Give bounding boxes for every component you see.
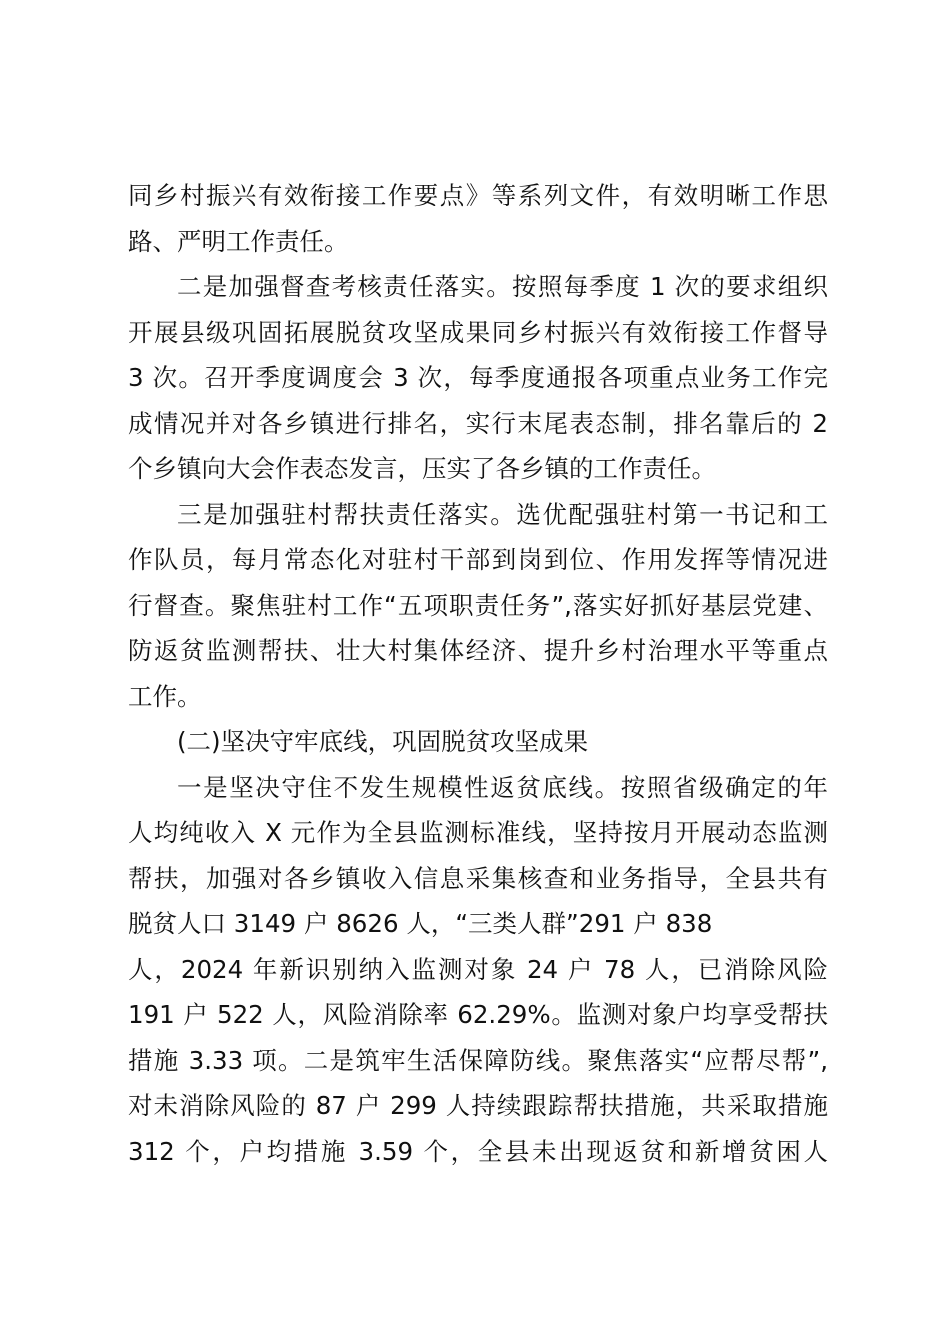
text-line: 191 户 522 人，风险消除率 62.29%。监测对象户均享受帮扶 [128, 1000, 828, 1029]
text-line: 行督查。聚焦驻村工作“五项职责任务”,落实好抓好基层党建、 [128, 590, 828, 620]
text-line: 防返贫监测帮扶、壮大村集体经济、提升乡村治理水平等重点 [128, 636, 828, 665]
text-line: 312 个，户均措施 3.59 个，全县未出现返贫和新增贫困人 [128, 1136, 828, 1166]
paragraph-first-line: 一是坚决守住不发生规模性返贫底线。按照省级确定的年 [177, 772, 828, 802]
section-heading: (二)坚决守牢底线，巩固脱贫攻坚成果 [177, 727, 589, 756]
text-line: 对未消除风险的 87 户 299 人持续跟踪帮扶措施，共采取措施 [128, 1091, 828, 1120]
text-line: 个乡镇向大会作表态发言，压实了各乡镇的工作责任。 [128, 454, 716, 483]
text-line: 3 次。召开季度调度会 3 次，每季度通报各项重点业务工作完 [128, 363, 828, 392]
text-line: 脱贫人口 3149 户 8626 人，“三类人群”291 户 838 [128, 909, 713, 938]
text-line: 帮扶，加强对各乡镇收入信息采集核查和业务指导，全县共有 [128, 863, 828, 893]
text-line: 同乡村振兴有效衔接工作要点》等系列文件，有效明晰工作思 [128, 181, 828, 210]
text-line: 人均纯收入 X 元作为全县监测标准线，坚持按月开展动态监测 [128, 818, 828, 847]
text-line: 人，2024 年新识别纳入监测对象 24 户 78 人，已消除风险 [128, 954, 828, 984]
text-line: 工作。 [128, 681, 202, 711]
paragraph-first-line: 二是加强督查考核责任落实。按照每季度 1 次的要求组织 [177, 272, 828, 301]
text-line: 开展县级巩固拓展脱贫攻坚成果同乡村振兴有效衔接工作督导 [128, 317, 828, 347]
text-line: 成情况并对各乡镇进行排名，实行末尾表态制，排名靠后的 2 [128, 408, 828, 438]
body-text [128, 173, 828, 1174]
paragraph-first-line: 三是加强驻村帮扶责任落实。选优配强驻村第一书记和工 [177, 499, 828, 529]
text-line: 措施 3.33 项。二是筑牢生活保障防线。聚焦落实“应帮尽帮”, [128, 1045, 828, 1075]
text-line: 作队员，每月常态化对驻村干部到岗到位、作用发挥等情况进 [128, 545, 828, 574]
text-line: 路、严明工作责任。 [128, 226, 349, 256]
